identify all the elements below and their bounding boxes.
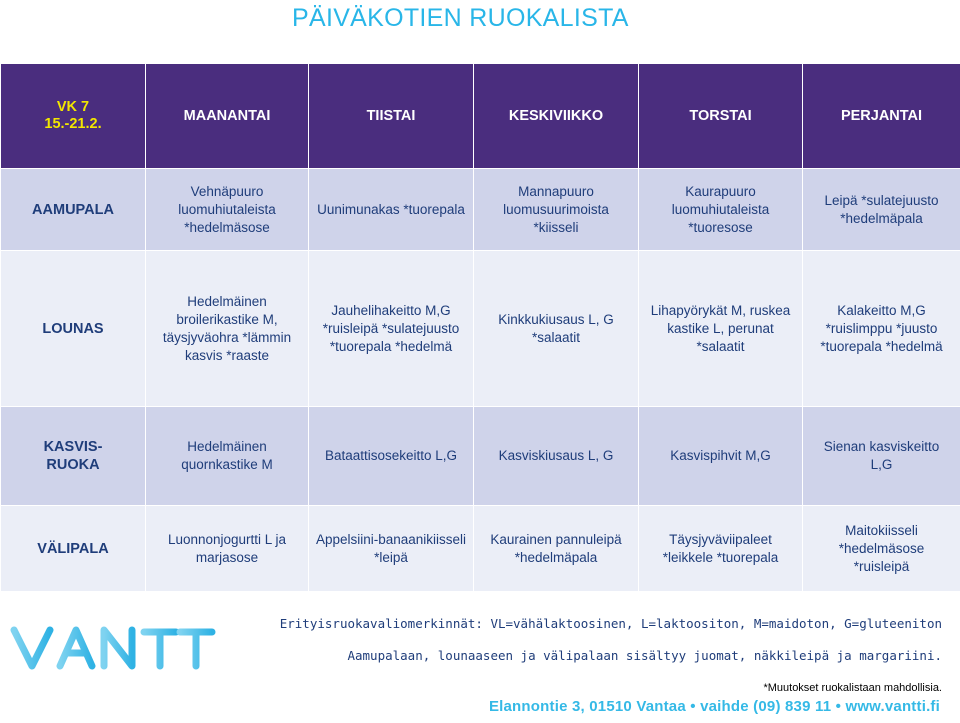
- menu-cell-thursday: [639, 169, 803, 251]
- dish-line: täysjyväohra *lämmin: [162, 329, 292, 345]
- dish-line: Hedelmäinen: [187, 293, 267, 309]
- dish-line: luomusuurimoista: [503, 201, 609, 217]
- meal-label: [1, 506, 146, 592]
- menu-cell-tuesday: [309, 506, 474, 592]
- dish-line: *hedelmäsose: [838, 540, 925, 556]
- dish-line: Täysjyväviipaleet: [669, 531, 772, 547]
- dish-line: kastike L, perunat: [667, 320, 774, 336]
- dish-line: *leikkele *tuorepala: [662, 549, 779, 565]
- dish-line: *salaatit: [696, 338, 745, 354]
- dish-line: Maitokiisseli: [845, 522, 918, 538]
- page-title: PÄIVÄKOTIEN RUOKALISTA: [292, 4, 629, 32]
- menu-cell-wednesday: [474, 169, 639, 251]
- menu-cell-thursday: [639, 251, 803, 407]
- menu-cell-monday: [146, 506, 309, 592]
- meal-label: [1, 407, 146, 506]
- menu-cell-wednesday: [474, 251, 639, 407]
- dish-line: luomuhiutaleista: [671, 201, 770, 217]
- menu-cell-monday: [146, 251, 309, 407]
- footer-notes: [280, 614, 942, 698]
- dish-line: Lihapyörykät M, ruskea: [650, 302, 791, 318]
- week-dates: 15.-21.2.: [44, 116, 102, 132]
- dish-line: *tuoresose: [688, 219, 753, 235]
- dish-line: Kasvispihvit M,G: [670, 448, 771, 463]
- dish-line: Sienan kasviskeitto: [823, 439, 940, 454]
- dish-line: *salaatit: [531, 329, 581, 345]
- dish-line: *hedelmäpala: [514, 549, 598, 565]
- meal-label: [1, 169, 146, 251]
- dish-line: *hedelmäsose: [184, 219, 270, 235]
- dish-line: Jauhelihakeitto M,G: [331, 302, 451, 318]
- meal-row-snack: [1, 506, 960, 592]
- menu-table: [0, 63, 960, 592]
- menu-cell-tuesday: [309, 407, 474, 506]
- meal-row-lunch: [1, 251, 960, 407]
- dish-line: Luonnonjogurtti L ja: [167, 531, 287, 547]
- meal-label-line: KASVIS-: [43, 439, 103, 455]
- day-header-monday: MAANANTAI: [146, 64, 309, 169]
- dish-line: Uunimunakas *tuorepala: [317, 201, 465, 217]
- menu-cell-tuesday: [309, 251, 474, 407]
- meal-label-line: RUOKA: [46, 457, 100, 473]
- contact-info: Elannontie 3, 01510 Vantaa • vaihde (09) 839 11 • www.vantti.fi: [488, 698, 940, 715]
- dish-line: *leipä: [374, 549, 408, 565]
- dish-line: Hedelmäinen: [187, 439, 267, 454]
- menu-cell-thursday: [639, 506, 803, 592]
- dish-line: broilerikastike M,: [176, 311, 278, 327]
- meal-row-vegetarian: [1, 407, 960, 506]
- dish-line: Kaurainen pannuleipä: [490, 531, 622, 547]
- dish-line: kasvis *raaste: [184, 347, 270, 363]
- day-header-friday: PERJANTAI: [803, 64, 960, 169]
- dish-line: *hedelmäpala: [840, 210, 923, 226]
- diet-legend: Erityisruokavaliomerkinnät: VL=vähälaktoosinen, L=laktoositon, M=maidoton, G=gluteeniton: [279, 616, 942, 631]
- dish-line: L,G: [870, 457, 893, 472]
- week-number: VK 7: [56, 99, 90, 115]
- dish-line: *tuorepala *hedelmä: [820, 338, 943, 354]
- menu-cell-friday: [803, 506, 960, 592]
- meal-label-line: LOUNAS: [42, 320, 104, 337]
- menu-cell-friday: [803, 251, 960, 407]
- meal-label: [1, 251, 146, 407]
- menu-cell-thursday: [639, 407, 803, 506]
- dish-line: Appelsiini-banaanikiisseli: [315, 531, 467, 547]
- dish-line: quornkastike M: [181, 457, 273, 472]
- dish-line: luomuhiutaleista: [178, 201, 276, 217]
- dish-line: *tuorepala *hedelmä: [329, 338, 453, 354]
- dish-line: Kalakeitto M,G: [837, 302, 926, 318]
- menu-cell-friday: [803, 169, 960, 251]
- dish-line: marjasose: [195, 549, 259, 565]
- included-note: Aamupalaan, lounaaseen ja välipalaan sisältyy juomat, näkkileipä ja margariini.: [347, 648, 942, 663]
- menu-cell-monday: [146, 407, 309, 506]
- dish-line: Vehnäpuuro: [190, 183, 264, 199]
- menu-cell-friday: [803, 407, 960, 506]
- meal-label-line: AAMUPALA: [32, 201, 114, 218]
- day-header-wednesday: KESKIVIIKKO: [474, 64, 639, 169]
- dish-line: Kaurapuuro: [685, 183, 756, 199]
- menu-cell-wednesday: [474, 407, 639, 506]
- week-label: [1, 64, 146, 169]
- menu-cell-monday: [146, 169, 309, 251]
- dish-line: Leipä *sulatejuusto: [824, 192, 939, 208]
- dish-line: Bataattisosekeitto L,G: [324, 448, 458, 463]
- table-header-row: [1, 64, 960, 169]
- meal-row-breakfast: [1, 169, 960, 251]
- vantti-logo: [8, 622, 230, 682]
- dish-line: *ruislimppu *juusto: [825, 320, 938, 336]
- dish-line: *ruisleipä *sulatejuusto: [322, 320, 460, 336]
- day-header-tuesday: TIISTAI: [309, 64, 474, 169]
- meal-label-line: VÄLIPALA: [37, 540, 109, 557]
- dish-line: *ruisleipä: [853, 558, 910, 574]
- dish-line: Mannapuuro: [518, 183, 594, 199]
- menu-cell-wednesday: [474, 506, 639, 592]
- dish-line: Kasviskiusaus L, G: [498, 448, 614, 463]
- changes-note: *Muutokset ruokalistaan mahdollisia.: [763, 682, 942, 694]
- dish-line: Kinkkukiusaus L, G: [498, 311, 614, 327]
- menu-cell-tuesday: [309, 169, 474, 251]
- dish-line: *kiisseli: [533, 219, 579, 235]
- day-header-thursday: TORSTAI: [639, 64, 803, 169]
